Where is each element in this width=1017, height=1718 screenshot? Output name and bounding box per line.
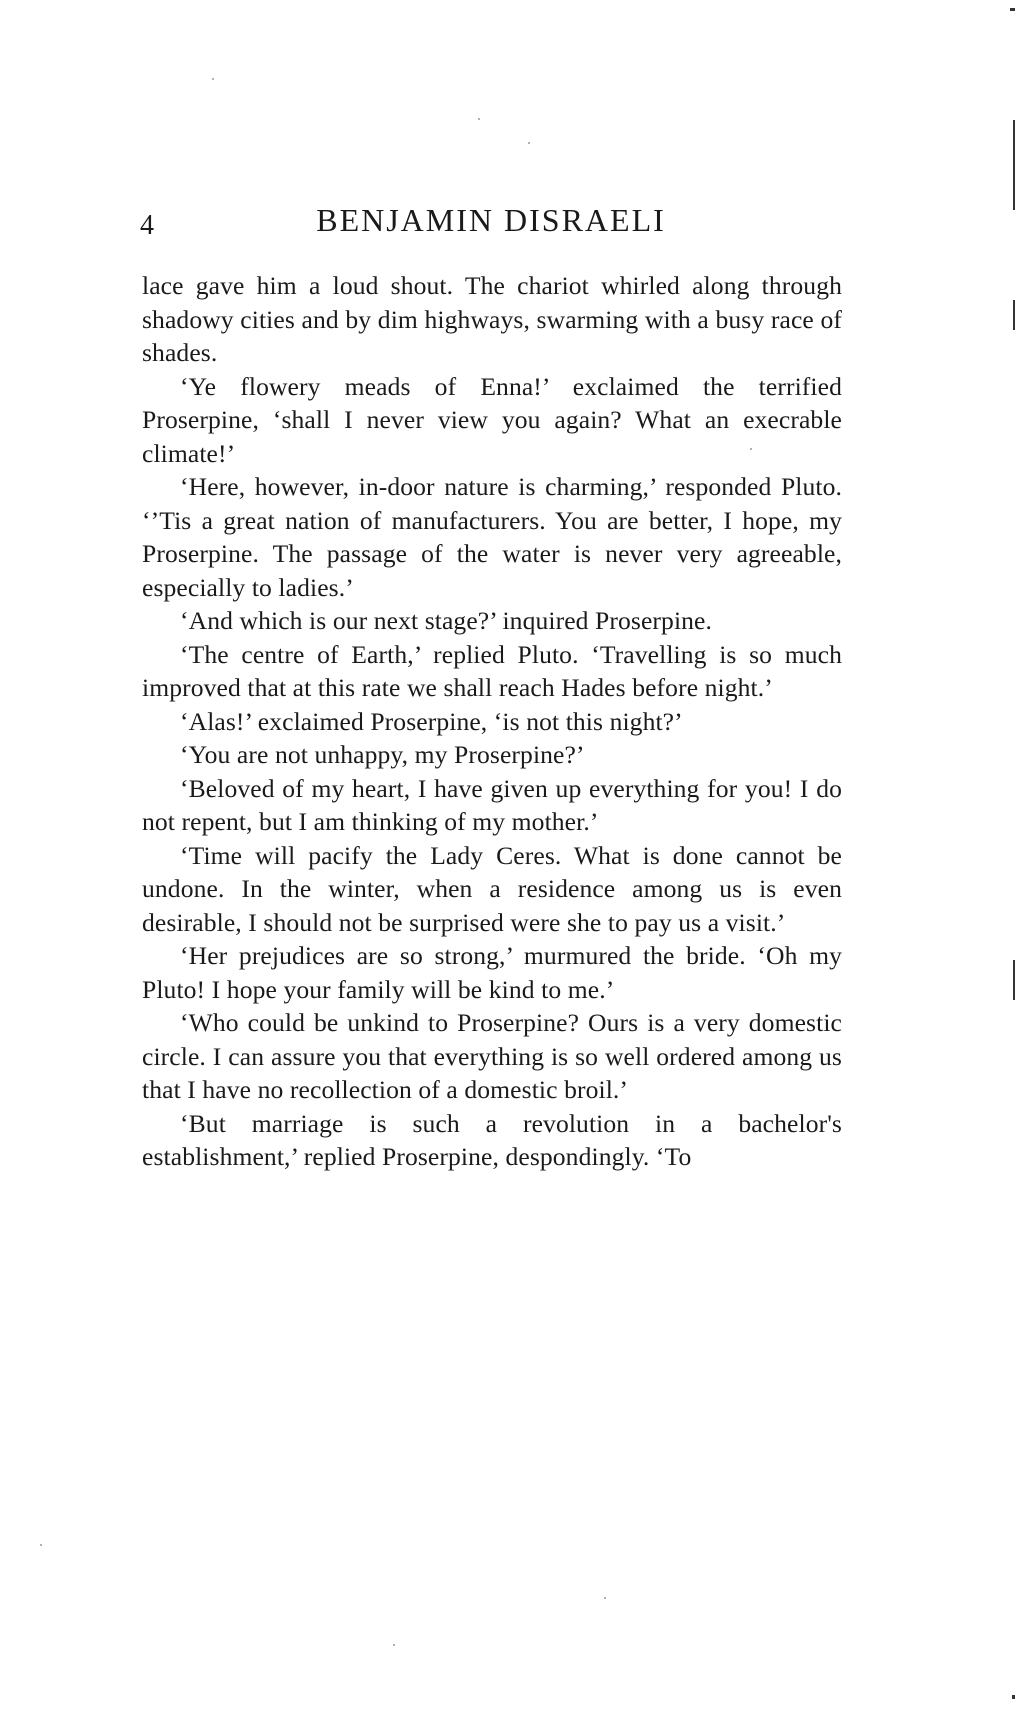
paragraph: ‘Who could be unkind to Proserpine? Ours is a very domestic circle. I can assure you that everything is so well ordered among us that I have no recollection of a domestic broil.’	[142, 1008, 842, 1104]
scan-edge-mark	[1013, 120, 1015, 210]
paragraph: ‘Here, however, in-door nature is charming,’ responded Pluto. ‘’Tis a great nation of manufacturers. You are better, I hope, my Proserpine. The passage of the water is never very agreeable, especially to ladies.’	[142, 472, 842, 602]
paragraph: ‘And which is our next stage?’ inquired Proserpine.	[180, 606, 713, 635]
scan-speck	[604, 1597, 606, 1599]
paragraph: ‘You are not unhappy, my Proserpine?’	[180, 740, 585, 769]
scan-speck	[393, 1644, 395, 1646]
paragraph: ‘Ye flowery meads of Enna!’ exclaimed the terrified Proserpine, ‘shall I never view you again? What an execrable climate!’	[142, 371, 842, 468]
scan-edge-mark	[1013, 960, 1015, 1000]
scan-speck	[528, 142, 530, 144]
paragraph: lace gave him a loud shout. The chariot whirled along through shadowy cities and by dim highways, swarming with a busy race of shades.	[142, 271, 842, 367]
scan-edge-mark	[1012, 1695, 1015, 1699]
paragraph: ‘Her prejudices are so strong,’ murmured the bride. ‘Oh my Pluto! I hope your family will be kind to me.’	[142, 941, 842, 1004]
page-header	[140, 200, 842, 240]
paragraph: ‘But marriage is such a revolution in a bachelor's establishment,’ replied Proserpine, despondingly. ‘To	[142, 1108, 842, 1171]
scan-speck	[40, 1544, 42, 1546]
running-head: BENJAMIN DISRAELI	[316, 202, 666, 238]
scan-speck	[212, 78, 214, 80]
body-text	[142, 269, 842, 1174]
scan-edge-mark	[1010, 8, 1015, 11]
scan-speck	[750, 448, 752, 450]
paragraph: ‘Alas!’ exclaimed Proserpine, ‘is not this night?’	[180, 706, 683, 736]
paragraph: ‘The centre of Earth,’ replied Pluto. ‘Travelling is so much improved that at this rate we shall reach Hades before night.’	[142, 639, 842, 702]
scan-speck	[478, 118, 480, 120]
paragraph: ‘Beloved of my heart, I have given up everything for you! I do not repent, but I am thinking of my mother.’	[142, 773, 842, 836]
page-number: 4	[140, 210, 154, 241]
scan-edge-mark	[1013, 300, 1015, 330]
paragraph: ‘Time will pacify the Lady Ceres. What is done cannot be undone. In the winter, when a residence among us is even desirable, I should not be surprised were she to pay us a visit.’	[142, 840, 842, 937]
